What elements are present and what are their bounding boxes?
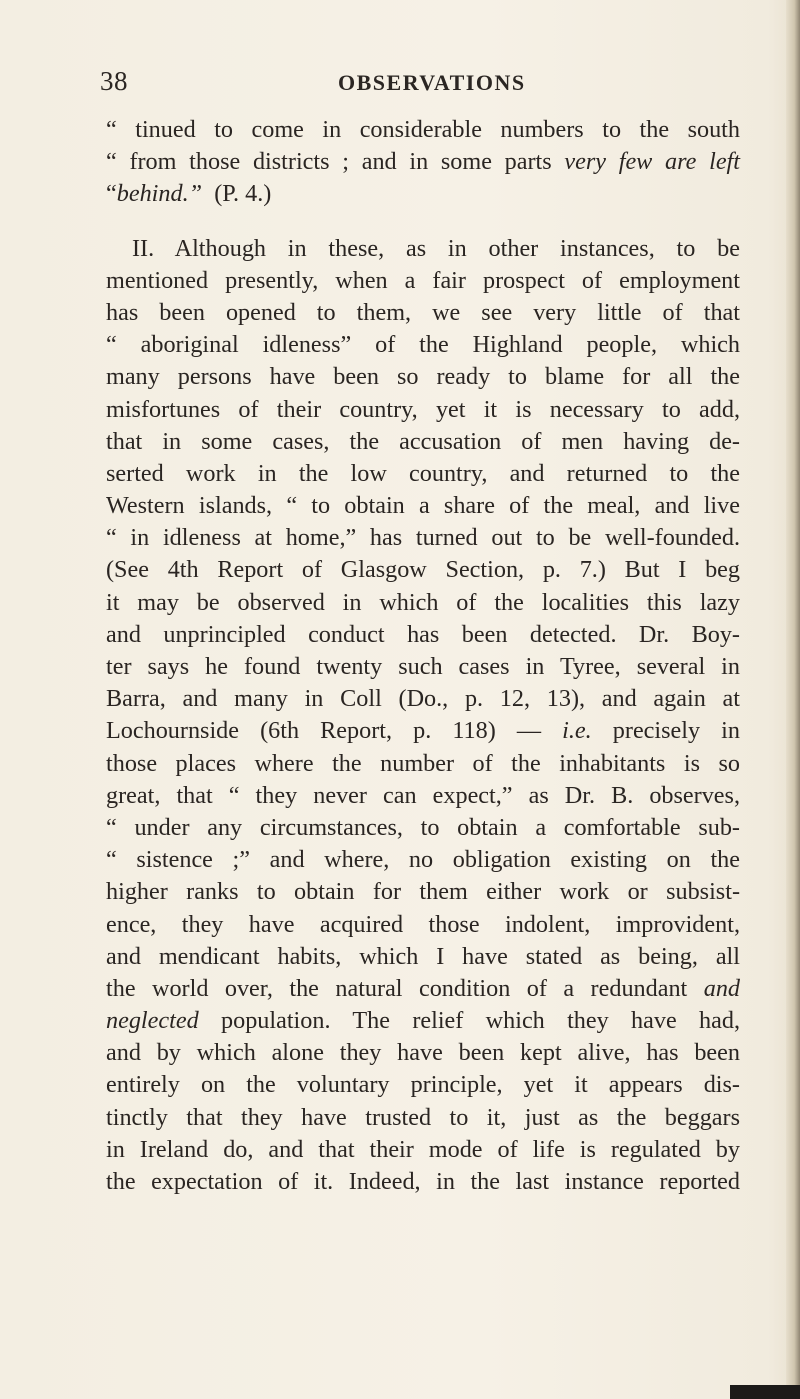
text-line: Western islands, “ to obtain a share of the meal, and live bbox=[106, 492, 740, 520]
text-line: many persons have been so ready to blame for all the bbox=[106, 363, 740, 391]
text-line: “ sistence ;” and where, no obligation existing on the bbox=[106, 846, 740, 874]
text-line: “ from those districts ; and in some parts very few are left bbox=[106, 148, 740, 176]
text-line: that in some cases, the accusation of men having de- bbox=[106, 427, 740, 455]
text-line: “behind.” (P. 4.) bbox=[106, 180, 272, 208]
text-line: great, that “ they never can expect,” as Dr. B. observes, bbox=[106, 781, 740, 809]
text-line: “ in idleness at home,” has turned out to be well-founded. bbox=[106, 524, 740, 552]
binding-mark bbox=[730, 1385, 800, 1399]
text-line: Lochournside (6th Report, p. 118) — i.e. precisely in bbox=[106, 717, 741, 745]
text-line: higher ranks to obtain for them either work or subsist- bbox=[106, 878, 740, 906]
text-line: it may be observed in which of the localities this lazy bbox=[106, 588, 740, 616]
text-line: has been opened to them, we see very little of that bbox=[106, 298, 740, 326]
text-line: misfortunes of their country, yet it is necessary to add, bbox=[106, 395, 740, 423]
page-edge-shadow bbox=[786, 0, 800, 1399]
text-line: the expectation of it. Indeed, in the last instance reported bbox=[106, 1168, 740, 1195]
text-line: and by which alone they have been kept alive, has been bbox=[106, 1039, 740, 1067]
text-line: Barra, and many in Coll (Do., p. 12, 13), and again at bbox=[106, 685, 740, 713]
text-line: tinctly that they have trusted to it, just as the beggars bbox=[106, 1103, 740, 1131]
text-line: the world over, the natural condition of a redundant and bbox=[106, 974, 741, 1002]
text-line: neglected population. The relief which they have had, bbox=[106, 1007, 741, 1035]
text-line: serted work in the low country, and returned to the bbox=[106, 459, 740, 487]
running-title: OBSERVATIONS bbox=[338, 70, 526, 95]
text-line: “ under any circumstances, to obtain a comfortable sub- bbox=[106, 813, 740, 841]
text-line: “ tinued to come in considerable numbers to the south bbox=[106, 116, 740, 143]
text-line: (See 4th Report of Glasgow Section, p. 7.) But I beg bbox=[106, 556, 740, 584]
text-line: and mendicant habits, which I have stated as being, all bbox=[106, 942, 740, 970]
text-line: those places where the number of the inhabitants is so bbox=[106, 749, 740, 777]
text-line: mentioned presently, when a fair prospect of employment bbox=[106, 266, 740, 294]
text-line: in Ireland do, and that their mode of life is regulated by bbox=[106, 1135, 740, 1163]
page-number: 38 bbox=[100, 66, 128, 96]
text-line: and unprincipled conduct has been detected. Dr. Boy- bbox=[106, 620, 740, 648]
text-line: ter says he found twenty such cases in Tyree, several in bbox=[106, 653, 740, 680]
body-text bbox=[106, 114, 740, 1198]
text-line: ence, they have acquired those indolent, improvident, bbox=[106, 910, 740, 938]
text-line: II. Although in these, as in other instances, to be bbox=[132, 234, 740, 262]
text-line: entirely on the voluntary principle, yet it appears dis- bbox=[106, 1071, 740, 1099]
text-line: “ aboriginal idleness” of the Highland people, which bbox=[106, 331, 740, 359]
